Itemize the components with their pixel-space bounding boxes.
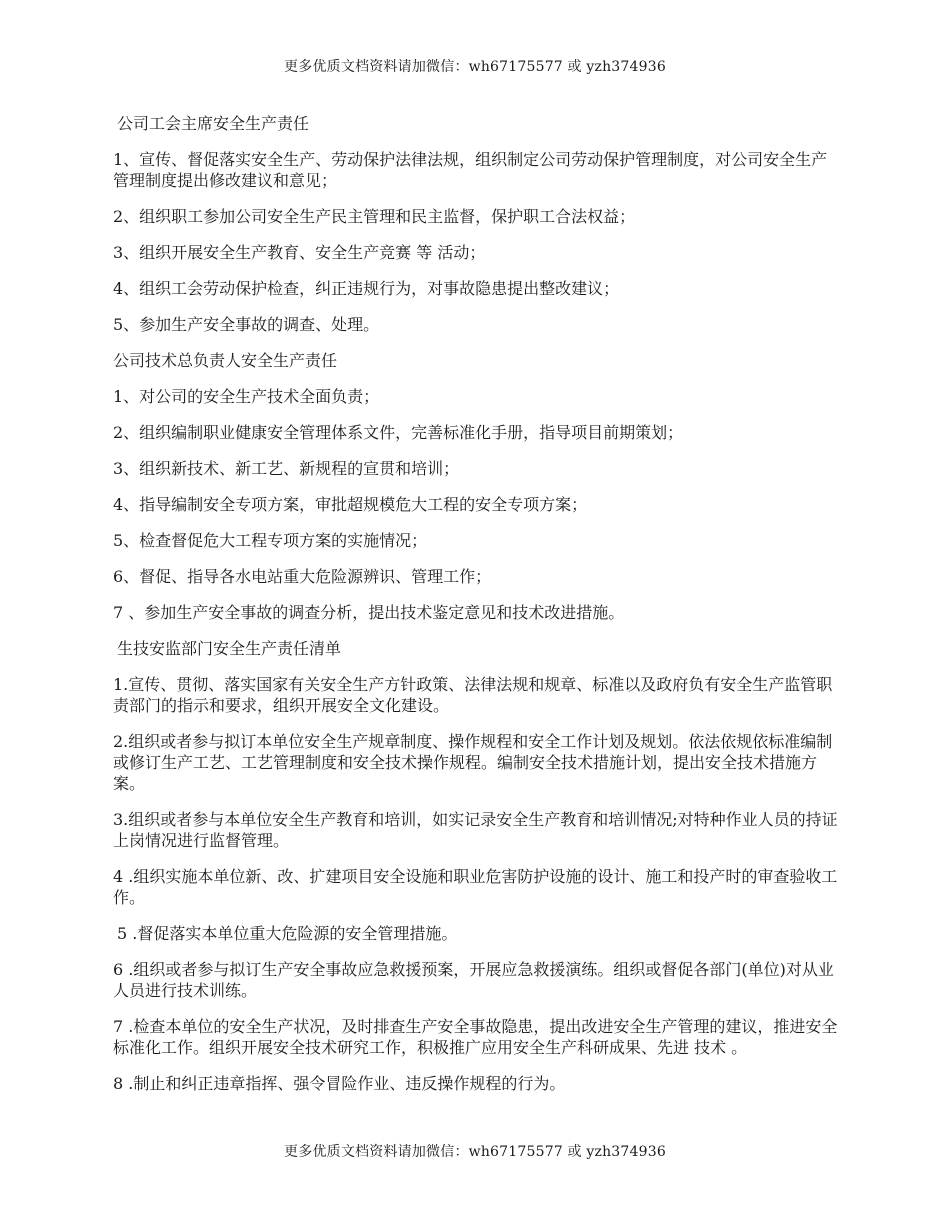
paragraph: 3、组织开展安全生产教育、安全生产竞赛 等 活动； bbox=[113, 243, 486, 262]
paragraph: 公司工会主席安全生产责任 bbox=[117, 114, 310, 133]
paragraph: 3.组织或者参与本单位安全生产教育和培训，如实记录安全生产教育和培训情况;对特种作业人员的持证上岗情况进行监督管理。 bbox=[113, 810, 838, 850]
paragraph: 6 .组织或者参与拟订生产安全事故应急救援预案，开展应急救援演练。组织或督促各部门(单位)对从业人员进行技术训练。 bbox=[113, 960, 834, 1000]
paragraph: 2.组织或者参与拟订本单位安全生产规章制度、操作规程和安全工作计划及规划。依法依规依标准编制或修订生产工艺、工艺管理制度和安全技术操作规程。编制安全技术措施计划，提出安全技术措施方案。 bbox=[113, 732, 833, 793]
paragraph: 7 .检查本单位的安全生产状况，及时排查生产安全事故隐患，提出改进安全生产管理的建议，推进安全标准化工作。组织开展安全技术研究工作，积极推广应用安全生产科研成果、先进 技术 。 bbox=[113, 1017, 838, 1057]
paragraph: 4、指导编制安全专项方案，审批超规模危大工程的安全专项方案； bbox=[113, 495, 588, 514]
paragraph: 公司技术总负责人安全生产责任 bbox=[113, 351, 338, 370]
paragraph: 1、宣传、督促落实安全生产、劳动保护法律法规，组织制定公司劳动保护管理制度，对公司安全生产管理制度提出修改建议和意见； bbox=[113, 150, 828, 190]
page-footer: 更多优质文档资料请加微信：wh67175577 或 yzh374936 bbox=[284, 1144, 666, 1160]
paragraph: 6、督促、指导各水电站重大危险源辨识、管理工作； bbox=[113, 567, 492, 586]
paragraph: 7 、参加生产安全事故的调查分析，提出技术鉴定意见和技术改进措施。 bbox=[113, 603, 625, 622]
paragraph: 生技安监部门安全生产责任清单 bbox=[117, 639, 342, 658]
paragraph: 1.宣传、贯彻、落实国家有关安全生产方针政策、法律法规和规章、标准以及政府负有安全生产监管职责部门的指示和要求，组织开展安全文化建设。 bbox=[113, 675, 833, 715]
paragraph: 4 .组织实施本单位新、改、扩建项目安全设施和职业危害防护设施的设计、施工和投产时的审查验收工作。 bbox=[113, 867, 838, 907]
paragraph: 4、组织工会劳动保护检查，纠正违规行为，对事故隐患提出整改建议； bbox=[113, 279, 620, 298]
paragraph: 8 .制止和纠正违章指挥、强令冒险作业、违反操作规程的行为。 bbox=[113, 1074, 566, 1093]
paragraph: 3、组织新技术、新工艺、新规程的宣贯和培训； bbox=[113, 459, 460, 478]
paragraph: 5、检查督促危大工程专项方案的实施情况； bbox=[113, 531, 428, 550]
document-body bbox=[113, 113, 843, 1109]
page-header: 更多优质文档资料请加微信：wh67175577 或 yzh374936 bbox=[284, 59, 666, 75]
paragraph: 2、组织编制职业健康安全管理体系文件，完善标准化手册，指导项目前期策划； bbox=[113, 423, 684, 442]
paragraph: 5 .督促落实本单位重大危险源的安全管理措施。 bbox=[117, 924, 458, 943]
paragraph: 2、组织职工参加公司安全生产民主管理和民主监督，保护职工合法权益； bbox=[113, 207, 636, 226]
paragraph: 5、参加生产安全事故的调查、处理。 bbox=[113, 315, 380, 334]
paragraph: 1、对公司的安全生产技术全面负责； bbox=[113, 387, 380, 406]
